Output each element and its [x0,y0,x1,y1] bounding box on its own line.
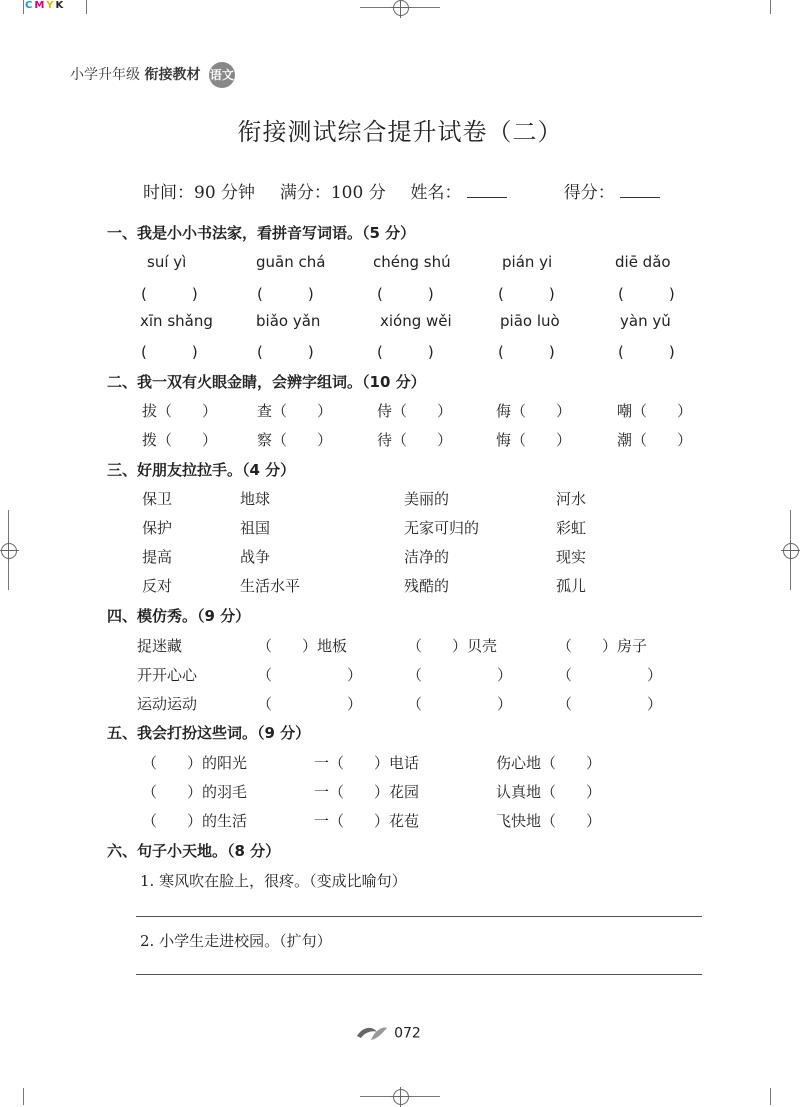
section-6-heading: 六、句子小天地。（8 分） [107,842,281,860]
decorate-item[interactable]: 一（ ）花园 [314,783,420,801]
pinyin: chéng shú [373,253,451,271]
char-word-item[interactable]: 察（ ） [257,431,333,449]
section-5-heading: 五、我会打扮这些词。（9 分） [107,724,311,742]
pinyin: diē dǎo [615,253,671,271]
match-word[interactable]: 保护 [142,519,173,537]
answer-blank[interactable]: ( ) [618,343,675,361]
pinyin: piāo luò [500,312,560,330]
answer-blank[interactable]: ( ) [141,285,198,303]
imitation-blank[interactable]: （ ）贝壳 [407,637,498,655]
pinyin: suí yì [147,253,187,271]
example-word: 捉迷藏 [137,637,183,655]
score-label: 满分：100 分 [279,183,386,203]
char-word-item[interactable]: 拨（ ） [142,431,218,449]
exam-meta [143,178,660,203]
answer-blank[interactable]: ( ) [377,285,434,303]
page-number: 072 [394,1025,421,1042]
pinyin: xīn shǎng [140,312,213,330]
decorate-item[interactable]: （ ）的生活 [142,812,248,830]
imitation-blank[interactable]: （ ）房子 [557,637,648,655]
answer-blank[interactable]: ( ) [498,343,555,361]
char-word-item[interactable]: 嘲（ ） [617,402,693,420]
decorative-leaf-icon [355,1022,389,1044]
decorate-item[interactable]: （ ）的羽毛 [142,783,248,801]
crop-mark [770,1088,771,1105]
page-title: 衔接测试综合提升试卷（二） [237,118,563,146]
char-word-item[interactable]: 待（ ） [377,431,453,449]
decorate-item[interactable]: （ ）的阳光 [142,754,248,772]
pinyin: yàn yǔ [620,312,671,330]
char-word-item[interactable]: 侍（ ） [377,402,453,420]
answer-blank[interactable]: ( ) [618,285,675,303]
result-field[interactable] [620,183,660,198]
pinyin: guān chá [256,253,326,271]
sentence-question-1: 1. 寒风吹在脸上，很疼。（变成比喻句） [140,872,407,890]
imitation-blank[interactable]: （ ） [557,695,663,713]
match-word[interactable]: 洁净的 [404,548,450,566]
section-1-heading: 一、我是小小书法家，看拼音写词语。（5 分） [107,224,416,242]
pinyin: biǎo yǎn [256,312,321,330]
crop-mark [86,0,87,14]
cmyk-y: Y [46,0,56,11]
match-word[interactable]: 地球 [240,490,271,508]
cmyk-m: M [34,0,47,11]
match-word[interactable]: 保卫 [142,490,173,508]
match-word[interactable]: 生活水平 [240,577,301,595]
book-header [70,62,235,88]
result-label: 得分： [563,183,615,203]
time-label: 时间：90 分钟 [143,183,256,203]
subject-badge: 语文 [209,62,235,88]
cmyk-c: C [25,0,35,11]
match-word[interactable]: 反对 [142,577,173,595]
crop-mark [23,1088,24,1105]
example-word: 开开心心 [137,666,198,684]
match-word[interactable]: 残酷的 [404,577,450,595]
match-word[interactable]: 彩虹 [556,519,587,537]
answer-blank[interactable]: ( ) [257,343,314,361]
example-word: 运动运动 [137,695,198,713]
registration-target-icon [1,543,17,559]
answer-blank[interactable]: ( ) [377,343,434,361]
decorate-item[interactable]: 一（ ）电话 [314,754,420,772]
name-field[interactable] [467,183,507,198]
imitation-blank[interactable]: （ ） [557,666,663,684]
pinyin: xióng wěi [380,312,452,330]
section-4-heading: 四、模仿秀。（9 分） [107,607,251,625]
crop-mark [770,0,771,14]
answer-blank[interactable]: ( ) [498,285,555,303]
decorate-item[interactable]: 飞快地（ ） [496,812,602,830]
section-3-heading: 三、好朋友拉拉手。（4 分） [107,461,296,479]
series-label: 小学升年级 [70,67,140,83]
match-word[interactable]: 提高 [142,548,173,566]
char-word-item[interactable]: 查（ ） [257,402,333,420]
match-word[interactable]: 无家可归的 [404,519,480,537]
answer-line-1[interactable] [136,916,702,917]
imitation-blank[interactable]: （ ） [407,695,513,713]
page-footer [355,1022,421,1044]
registration-target-icon [783,543,799,559]
crop-mark [23,0,24,14]
cmyk-k: K [55,0,66,11]
cmyk-mark [25,0,65,11]
char-word-item[interactable]: 潮（ ） [617,431,693,449]
match-word[interactable]: 战争 [240,548,271,566]
answer-blank[interactable]: ( ) [257,285,314,303]
imitation-blank[interactable]: （ ） [257,666,363,684]
char-word-item[interactable]: 侮（ ） [496,402,572,420]
decorate-item[interactable]: 一（ ）花苞 [314,812,420,830]
registration-target-icon [393,1089,409,1105]
pinyin: pián yi [502,253,553,271]
registration-target-icon [393,0,409,16]
match-word[interactable]: 现实 [556,548,587,566]
name-label: 姓名： [410,183,462,203]
decorate-item[interactable]: 认真地（ ） [496,783,602,801]
imitation-blank[interactable]: （ ） [407,666,513,684]
match-word[interactable]: 孤儿 [556,577,587,595]
imitation-blank[interactable]: （ ） [257,695,363,713]
imitation-blank[interactable]: （ ）地板 [257,637,348,655]
char-word-item[interactable]: 拔（ ） [142,402,218,420]
char-word-item[interactable]: 悔（ ） [496,431,572,449]
answer-line-2[interactable] [136,974,702,975]
match-word[interactable]: 美丽的 [404,490,450,508]
match-word[interactable]: 河水 [556,490,587,508]
book-label: 衔接教材 [144,67,201,83]
match-word[interactable]: 祖国 [240,519,271,537]
sentence-question-2: 2. 小学生走进校园。（扩句） [140,932,332,950]
section-2-heading: 二、我一双有火眼金睛，会辨字组词。（10 分） [107,373,426,391]
decorate-item[interactable]: 伤心地（ ） [496,754,602,772]
answer-blank[interactable]: ( ) [141,343,198,361]
